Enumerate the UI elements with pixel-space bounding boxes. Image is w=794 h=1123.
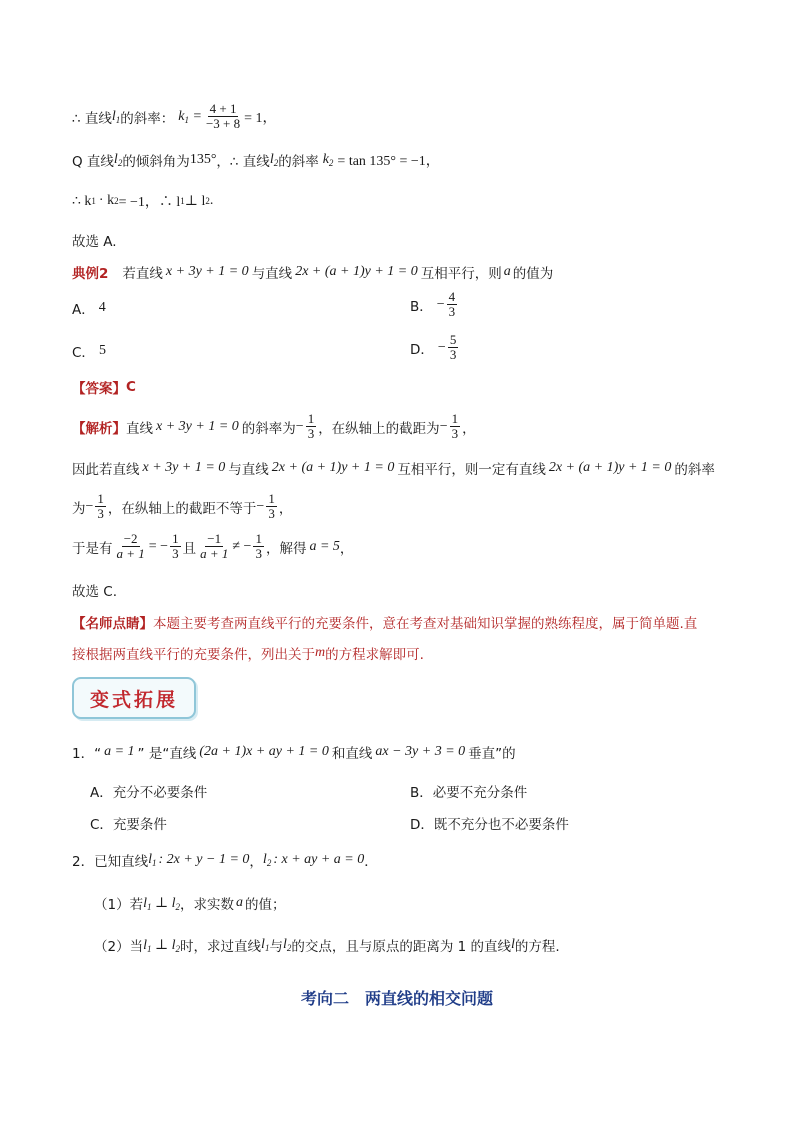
text: 的斜率为 <box>241 420 296 437</box>
option-fraction <box>447 290 458 319</box>
denominator: 3 <box>97 506 104 521</box>
text: 的倾斜角为 <box>122 154 190 170</box>
answer <box>72 377 136 397</box>
comment-label: 【名师点睛】 <box>72 616 153 632</box>
numerator: 1 <box>307 411 315 426</box>
analysis-label: 【解析】 <box>72 420 126 437</box>
math-angle: 135° <box>189 152 217 167</box>
text: 与直线 <box>251 266 293 282</box>
text: 互相平行，则 <box>420 266 502 282</box>
text: （1）若 <box>94 897 144 913</box>
math-result: a = 5 <box>309 538 340 554</box>
q2-sub-2 <box>94 935 560 955</box>
math-l: l <box>511 937 515 952</box>
analysis-line-1: 【解析】 直线 x + 3y + 1 = 0 的斜率为 − $\frac{1}{3}$ ，在纵轴上的截距为 − $\frac{1}{3}$ ， <box>72 411 476 441</box>
option-key: A． <box>90 785 113 801</box>
math-line1: x + 3y + 1 = 0 <box>142 460 226 475</box>
option-key: C． <box>72 345 95 361</box>
analysis-line-3: 为 − $\frac{1}{3}$ ，在纵轴上的截距不等于 − $\frac{1}{3}$ ， <box>72 491 293 521</box>
math: ∴ k <box>72 193 92 209</box>
text: 的斜率： <box>120 110 175 127</box>
comment-text: 接根据两直线平行的充要条件，列出关于 <box>72 647 315 663</box>
numerator: −2 <box>123 531 138 546</box>
math-l2: $l_2$ <box>282 937 292 953</box>
text: Q 直线 <box>72 154 114 170</box>
text: 于是有 <box>72 540 113 557</box>
badge-label: 变式拓展 <box>89 688 178 711</box>
fraction <box>170 532 181 561</box>
comment-text: 的方程求解即可. <box>325 647 424 663</box>
option-c <box>72 341 106 361</box>
option-key: C． <box>90 817 113 833</box>
text: 的值为 <box>512 266 554 282</box>
q1-option-b <box>410 781 527 801</box>
solution-choice <box>72 230 117 250</box>
text: ” 是“直线 <box>137 746 197 762</box>
text: 时，求过直线 <box>180 939 262 955</box>
variation-badge <box>72 677 196 719</box>
numerator: 1 <box>255 531 262 546</box>
numerator: 4 + 1 <box>209 101 237 116</box>
fraction <box>266 492 277 521</box>
math-eq: : x + ay + a = 0 <box>273 852 365 867</box>
option-key: D． <box>410 817 434 833</box>
example-label: 典例2 <box>72 266 109 282</box>
comment-text: 本题主要考查两直线平行的充要条件，意在考查对基础知识掌握的熟练程度，属于简单题.直 <box>153 616 698 632</box>
text: 且 <box>182 540 197 557</box>
numerator: 4 <box>448 289 456 304</box>
math-line1: x + 3y + 1 = 0 <box>156 418 239 434</box>
option-value: 4 <box>98 300 106 315</box>
option-key: B． <box>410 298 433 315</box>
q1-option-a <box>90 781 207 801</box>
denominator: 3 <box>255 546 262 561</box>
q2-sub-1 <box>94 893 286 913</box>
math-line2: 2x + (a + 1)y + 1 = 0 <box>548 460 672 475</box>
text: 故选 C. <box>72 584 118 600</box>
text: 的斜率 <box>278 154 319 170</box>
math-line1: x + 3y + 1 = 0 <box>165 264 249 279</box>
fraction-slope-l1 <box>204 102 242 131</box>
denominator: 3 <box>449 347 457 362</box>
section-title: 考向二 两直线的相交问题 <box>300 989 493 1008</box>
solution-angle-l2 <box>72 150 440 170</box>
math-l2: $l_2$ <box>269 152 279 168</box>
analysis-choice <box>72 580 117 600</box>
option-sign: − <box>437 339 446 355</box>
math-m: m <box>315 645 326 660</box>
math-cond: a = 1 <box>104 744 135 759</box>
math-line: (2a + 1)x + ay + 1 = 0 <box>199 744 329 759</box>
option-b <box>410 290 459 319</box>
math-l2: $l_2$ <box>262 852 272 868</box>
text: 互相平行，则一定有直线 <box>397 462 546 478</box>
option-value: 必要不充分条件 <box>432 785 528 801</box>
math: . <box>209 193 214 208</box>
denominator: 3 <box>172 546 179 561</box>
text: 和直线 <box>331 746 373 762</box>
text: ， <box>339 540 354 557</box>
text: 2．已知直线 <box>72 854 149 870</box>
text: （2）当 <box>94 939 144 955</box>
text: 与直线 <box>228 462 269 478</box>
math-line2: 2x + (a + 1)y + 1 = 0 <box>295 264 418 279</box>
fraction <box>95 492 106 521</box>
denominator: 3 <box>307 426 315 441</box>
text: ，解得 <box>265 540 307 557</box>
fraction <box>306 412 317 441</box>
text: 为 <box>72 500 86 517</box>
fraction <box>450 412 461 441</box>
math-k1: $k_1$ = <box>178 108 202 125</box>
q2-stem <box>72 850 378 870</box>
comment-line-1 <box>72 612 697 632</box>
math-l1: $l_1$ <box>111 108 121 125</box>
math: ⊥ l <box>184 193 206 209</box>
numerator: 1 <box>451 411 459 426</box>
option-value: 充要条件 <box>112 817 167 833</box>
denominator: −3 + 8 <box>205 116 241 131</box>
q1-stem <box>72 742 516 762</box>
math-result: = 1， <box>244 110 277 126</box>
option-d <box>410 333 460 362</box>
answer-label: 【答案】 <box>72 381 126 397</box>
text: 与 <box>269 939 283 955</box>
text: 故选 A. <box>72 234 117 250</box>
option-key: B． <box>410 785 433 801</box>
math-eq: : 2x + y − 1 = 0 <box>158 852 250 867</box>
math-l1: $l_1$ <box>261 937 270 953</box>
math-perp: $l_1$ ⊥ $l_2$ <box>143 895 181 912</box>
text: 的值； <box>245 897 286 913</box>
math: · k <box>98 193 115 208</box>
math-perp: $l_1$ ⊥ $l_2$ <box>143 937 181 954</box>
option-a <box>72 298 106 318</box>
text: ． <box>364 854 378 870</box>
q1-option-c <box>90 813 167 833</box>
text: 因此若直线 <box>72 462 140 478</box>
denominator: a + 1 <box>116 546 145 561</box>
option-fraction <box>448 333 459 362</box>
fraction <box>198 532 230 561</box>
denominator: 3 <box>268 506 275 521</box>
text: ，在纵轴上的截距为 <box>318 420 440 437</box>
text: 直线 <box>126 420 153 437</box>
option-key: D． <box>410 341 434 358</box>
solution-perpendicular: ∴ k 1 · k 2 = −1，∴ l 1 ⊥ l 2 . <box>72 193 214 210</box>
analysis-line-4: 于是有 $\frac{-2}{a + 1}$ = − $\frac{1}{3}$ 且 $\frac{-1}{a + 1}$ ≠ − $\frac{1}{3}$ ，解得 a = 5 ， <box>72 531 354 561</box>
text: ，∴ 直线 <box>216 154 270 170</box>
numerator: 1 <box>172 531 179 546</box>
numerator: 1 <box>97 491 104 506</box>
math-k2: $k_2$ <box>322 152 334 168</box>
option-sign: − <box>436 296 445 312</box>
comment-line-2 <box>72 643 424 663</box>
math-a: a <box>236 895 244 910</box>
option-key: A． <box>72 302 95 318</box>
fraction <box>253 532 264 561</box>
denominator: 3 <box>448 304 456 319</box>
text: ∴ 直线 <box>72 110 112 127</box>
text: 1．“ <box>72 746 102 762</box>
text: 若直线 <box>122 266 163 282</box>
text: ， <box>278 500 293 517</box>
numerator: 5 <box>449 332 457 347</box>
text: ， <box>462 420 476 437</box>
solution-slope-l1 <box>72 102 277 131</box>
option-value: 充分不必要条件 <box>112 785 208 801</box>
option-value: 5 <box>98 343 106 358</box>
numerator: −1 <box>207 531 222 546</box>
text: 的交点，且与原点的距离为 1 的直线 <box>291 939 511 955</box>
fraction <box>115 532 147 561</box>
math-l1: $l_1$ <box>148 852 157 868</box>
text: ，在纵轴上的截距不等于 <box>107 500 257 517</box>
math-a: a <box>503 264 511 279</box>
math: = −1，∴ l <box>118 195 181 210</box>
math-l2: $l_2$ <box>113 152 123 168</box>
text: 的斜率 <box>674 462 715 478</box>
math-expr: = tan 135° = −1， <box>337 154 440 169</box>
option-value: 既不充分也不必要条件 <box>433 817 569 833</box>
text: ， <box>249 854 263 870</box>
answer-value: C <box>126 379 136 395</box>
denominator: a + 1 <box>200 546 229 561</box>
text: 的方程. <box>514 939 560 955</box>
numerator: 1 <box>268 491 275 506</box>
text: 垂直”的 <box>468 746 516 762</box>
denominator: 3 <box>451 426 459 441</box>
text: ，求实数 <box>180 897 235 913</box>
math-line2: 2x + (a + 1)y + 1 = 0 <box>271 460 395 475</box>
example-question <box>72 262 553 282</box>
math-line: ax − 3y + 3 = 0 <box>375 744 466 759</box>
q1-option-d <box>410 813 569 833</box>
analysis-line-2 <box>72 458 715 478</box>
